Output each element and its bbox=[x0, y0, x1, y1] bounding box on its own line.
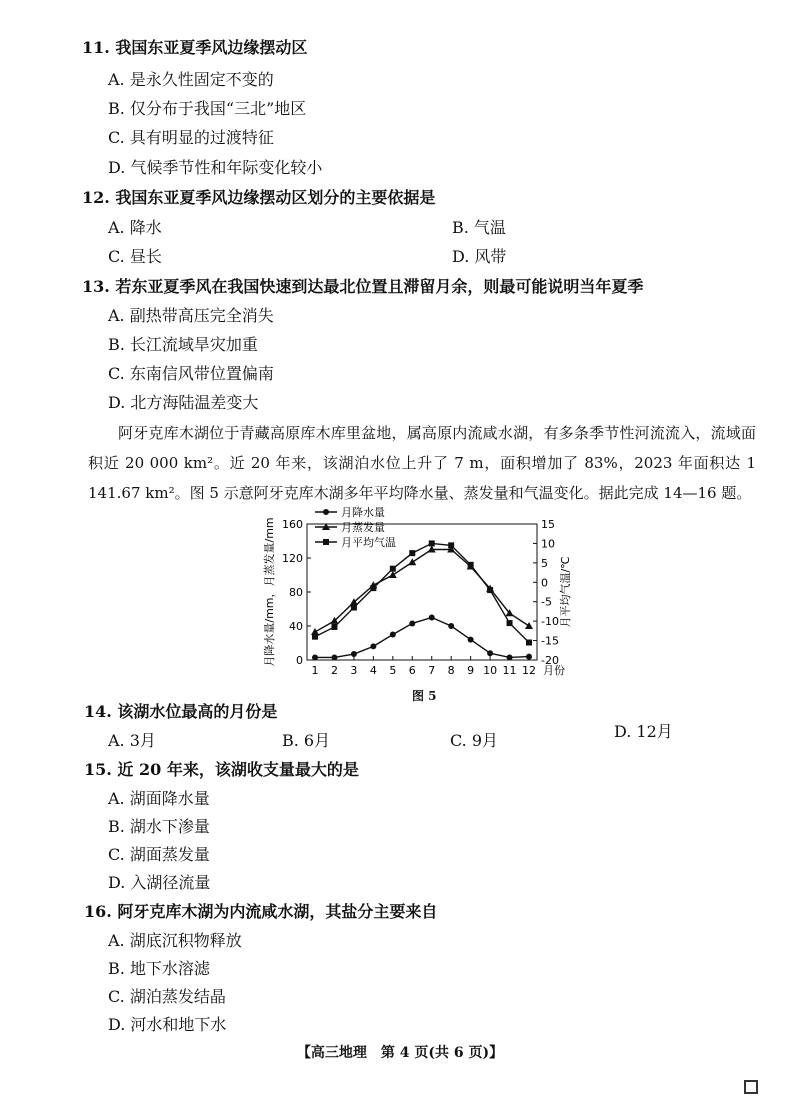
data-point bbox=[351, 605, 357, 611]
q11-option-c: C. 具有明显的过渡特征 bbox=[108, 128, 274, 147]
right-tick-label: -15 bbox=[541, 634, 559, 648]
x-tick-label: 11 bbox=[502, 664, 517, 677]
data-point bbox=[331, 654, 337, 660]
data-point bbox=[429, 540, 435, 546]
x-tick-label: 5 bbox=[389, 664, 397, 677]
q13-option-b: B. 长江流域旱灾加重 bbox=[108, 335, 258, 354]
data-point bbox=[331, 624, 337, 630]
data-point bbox=[468, 637, 474, 643]
question-11-stem: 11. 我国东亚夏季风边缘摆动区 bbox=[82, 38, 308, 57]
q15-option-a: A. 湖面降水量 bbox=[108, 789, 210, 808]
legend-marker bbox=[323, 509, 329, 515]
data-point bbox=[448, 623, 454, 629]
right-tick-label: 0 bbox=[541, 576, 548, 590]
x-axis-label: 月份 bbox=[543, 664, 565, 677]
data-point bbox=[526, 640, 532, 646]
right-tick-label: -20 bbox=[541, 654, 559, 667]
data-point bbox=[390, 632, 396, 638]
question-16-stem: 16. 阿牙克库木湖为内流咸水湖，其盐分主要来自 bbox=[84, 902, 438, 921]
data-point bbox=[408, 558, 416, 565]
left-tick-label: 80 bbox=[289, 586, 303, 599]
x-tick-label: 2 bbox=[330, 664, 338, 677]
q14-option-a: A. 3月 bbox=[108, 731, 156, 750]
right-tick-label: 5 bbox=[541, 556, 548, 570]
data-point bbox=[312, 654, 318, 660]
data-point bbox=[429, 615, 435, 621]
q13-option-a: A. 副热带高压完全消失 bbox=[108, 306, 274, 325]
x-tick-label: 3 bbox=[350, 664, 358, 677]
question-14-stem: 14. 该湖水位最高的月份是 bbox=[84, 702, 278, 721]
data-point bbox=[525, 622, 533, 629]
data-point bbox=[507, 654, 513, 660]
data-point bbox=[351, 651, 357, 657]
q15-option-c: C. 湖面蒸发量 bbox=[108, 845, 210, 864]
data-point bbox=[448, 542, 454, 548]
series-line-3 bbox=[315, 543, 529, 642]
q12-option-a: A. 降水 bbox=[108, 218, 162, 237]
q14-option-c: C. 9月 bbox=[450, 731, 499, 750]
qr-code-icon bbox=[744, 1080, 758, 1094]
x-tick-label: 4 bbox=[369, 664, 377, 677]
legend-label: 月平均气温 bbox=[341, 536, 396, 549]
left-tick-label: 40 bbox=[289, 620, 303, 633]
x-tick-label: 9 bbox=[467, 664, 475, 677]
data-point bbox=[409, 620, 415, 626]
q11-option-b: B. 仅分布于我国“三北”地区 bbox=[108, 99, 307, 118]
x-tick-label: 7 bbox=[428, 664, 436, 677]
left-tick-label: 120 bbox=[282, 552, 303, 565]
climate-chart bbox=[255, 502, 585, 687]
data-point bbox=[390, 566, 396, 572]
q16-option-a: A. 湖底沉积物释放 bbox=[108, 931, 242, 950]
data-point bbox=[507, 620, 513, 626]
data-point bbox=[487, 650, 493, 656]
reading-passage: 阿牙克库木湖位于青藏高原库木库里盆地，属高原内流咸水湖，有多条季节性河流流入，流域面积近 20 000 km²。近 20 年来，该湖泊水位上升了 7 m，面积增加了 83%，2023 年面积达 1 141.67 km²。图 5 示意阿牙克库木湖多年平均降水量、蒸发量和气温变化。据此完成 14—16 题。 bbox=[88, 424, 756, 502]
q16-option-d: D. 河水和地下水 bbox=[108, 1015, 227, 1034]
x-tick-label: 12 bbox=[522, 664, 536, 677]
x-tick-label: 6 bbox=[408, 664, 416, 677]
data-point bbox=[409, 550, 415, 556]
left-tick-label: 0 bbox=[296, 654, 303, 667]
left-tick-label: 160 bbox=[282, 518, 303, 531]
x-tick-label: 1 bbox=[311, 664, 319, 677]
legend-marker bbox=[323, 539, 329, 545]
legend-label: 月蒸发量 bbox=[341, 521, 385, 534]
x-tick-label: 8 bbox=[447, 664, 455, 677]
q16-option-c: C. 湖泊蒸发结晶 bbox=[108, 987, 226, 1006]
q16-option-b: B. 地下水溶滤 bbox=[108, 959, 210, 978]
series-line-2 bbox=[315, 550, 529, 632]
figure-caption: 图 5 bbox=[412, 689, 437, 703]
left-axis-title: 月降水量/mm，月蒸发量/mm bbox=[263, 517, 276, 667]
legend-label: 月降水量 bbox=[341, 506, 385, 519]
q12-option-d: D. 风带 bbox=[452, 247, 507, 266]
question-12-stem: 12. 我国东亚夏季风边缘摆动区划分的主要依据是 bbox=[82, 188, 436, 207]
q12-option-c: C. 昼长 bbox=[108, 247, 162, 266]
q13-option-c: C. 东南信风带位置偏南 bbox=[108, 364, 274, 383]
data-point bbox=[370, 643, 376, 649]
data-point bbox=[370, 585, 376, 591]
q15-option-d: D. 入湖径流量 bbox=[108, 873, 211, 892]
page-footer: 【高三地理 第 4 页(共 6 页)】 bbox=[296, 1045, 504, 1061]
right-tick-label: -5 bbox=[541, 595, 552, 609]
right-axis-title: 月平均气温/℃ bbox=[559, 556, 572, 628]
data-point bbox=[487, 587, 493, 593]
question-13-stem: 13. 若东亚夏季风在我国快速到达最北位置且滞留月余，则最可能说明当年夏季 bbox=[82, 277, 644, 296]
q11-option-a: A. 是永久性固定不变的 bbox=[108, 70, 274, 89]
q14-option-d: D. 12月 bbox=[614, 722, 673, 741]
right-tick-label: 15 bbox=[541, 518, 555, 531]
q15-option-b: B. 湖水下渗量 bbox=[108, 817, 210, 836]
q11-option-d: D. 气候季节性和年际变化较小 bbox=[108, 158, 323, 177]
x-tick-label: 10 bbox=[483, 664, 498, 677]
q14-option-b: B. 6月 bbox=[282, 731, 331, 750]
data-point bbox=[468, 562, 474, 568]
series-line-1 bbox=[315, 618, 529, 658]
data-point bbox=[526, 654, 532, 660]
data-point bbox=[312, 634, 318, 640]
q13-option-d: D. 北方海陆温差变大 bbox=[108, 393, 259, 412]
question-15-stem: 15. 近 20 年来，该湖收支量最大的是 bbox=[84, 760, 359, 779]
right-tick-label: 10 bbox=[541, 537, 555, 551]
right-tick-label: -10 bbox=[541, 615, 559, 629]
q12-option-b: B. 气温 bbox=[452, 218, 506, 237]
